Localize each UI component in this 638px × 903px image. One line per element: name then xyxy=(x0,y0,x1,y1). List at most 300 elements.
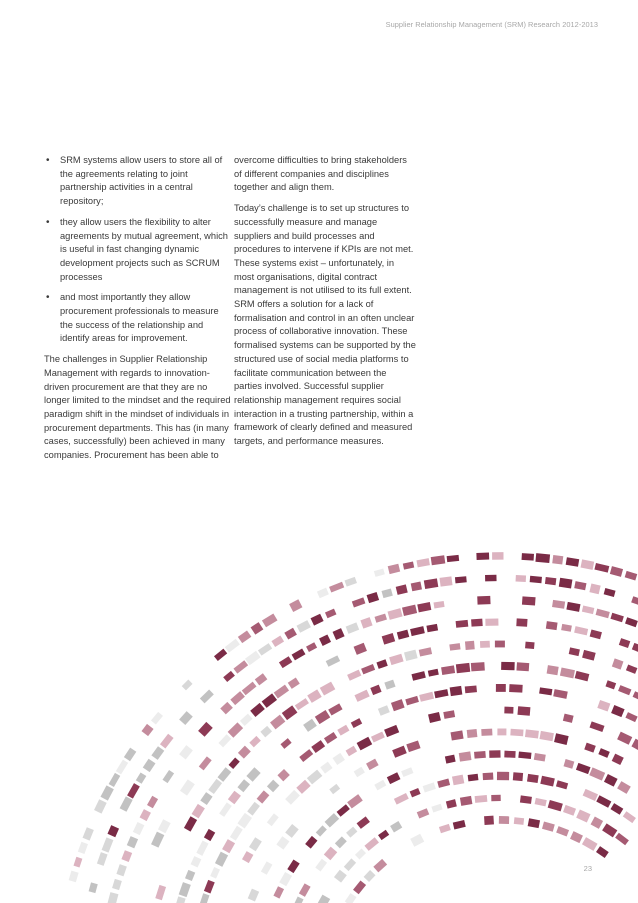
mosaic-tile xyxy=(360,617,372,629)
mosaic-tile xyxy=(576,809,590,822)
mosaic-tile xyxy=(271,636,284,647)
mosaic-tile xyxy=(303,719,317,732)
mosaic-tile xyxy=(229,757,240,769)
mosaic-tile xyxy=(142,724,154,736)
mosaic-tile xyxy=(504,707,513,714)
mosaic-tile xyxy=(285,790,300,805)
mosaic-tile xyxy=(596,609,610,619)
mosaic-tile xyxy=(388,564,400,574)
mosaic-tile xyxy=(417,808,430,818)
mosaic-tile xyxy=(514,817,524,825)
mosaic-tile xyxy=(174,896,185,903)
bullet-icon: • xyxy=(46,155,50,166)
mosaic-tile xyxy=(552,600,565,609)
mosaic-tile xyxy=(354,643,367,655)
list-item xyxy=(44,291,234,346)
mosaic-tile xyxy=(307,770,323,785)
mosaic-tile xyxy=(626,664,637,673)
mosaic-tile xyxy=(136,772,147,783)
mosaic-tile xyxy=(326,655,340,666)
mosaic-tile xyxy=(337,804,350,816)
mosaic-tile xyxy=(439,824,451,833)
mosaic-tile xyxy=(288,677,300,688)
mosaic-tile xyxy=(410,788,421,797)
mosaic-tile xyxy=(570,831,583,843)
mosaic-tile xyxy=(346,622,360,633)
mosaic-tile xyxy=(612,658,624,669)
mosaic-tile xyxy=(582,837,598,851)
mosaic-tile xyxy=(325,609,337,619)
mosaic-tile xyxy=(127,836,138,848)
mosaic-tile xyxy=(615,833,629,846)
mosaic-tile xyxy=(516,575,527,582)
mosaic-tile xyxy=(237,779,250,792)
mosaic-tile xyxy=(242,682,257,696)
mosaic-tile xyxy=(179,711,193,725)
mosaic-tile xyxy=(525,729,539,738)
mosaic-tile xyxy=(424,578,439,589)
mosaic-tile xyxy=(196,841,208,856)
mosaic-tile xyxy=(598,748,609,758)
mosaic-tile xyxy=(525,642,535,649)
mosaic-tile xyxy=(133,822,145,835)
mosaic-tile xyxy=(617,781,631,794)
mosaic-tile xyxy=(329,784,340,794)
mosaic-tile xyxy=(333,628,345,640)
mosaic-tile xyxy=(389,654,403,665)
mosaic-tile xyxy=(397,630,409,640)
mosaic-tile xyxy=(270,715,285,730)
mosaic-tile xyxy=(513,772,523,781)
mosaic-tile xyxy=(480,641,490,648)
mosaic-tile xyxy=(219,802,232,816)
mosaic-tile xyxy=(89,882,98,893)
mosaic-tile xyxy=(120,796,133,811)
mosaic-tile xyxy=(590,721,605,732)
mosaic-tile xyxy=(553,689,568,699)
mosaic-tile xyxy=(109,773,121,787)
mosaic-tile xyxy=(116,760,128,775)
mosaic-tile xyxy=(387,772,401,784)
mosaic-tile xyxy=(112,879,122,890)
mosaic-tile xyxy=(566,602,580,612)
mosaic-tile xyxy=(431,555,446,565)
mosaic-tile xyxy=(116,864,126,876)
mosaic-tile xyxy=(100,785,113,800)
mosaic-tile xyxy=(296,780,310,794)
mosaic-tile xyxy=(403,561,414,569)
mosaic-tile xyxy=(163,770,175,783)
mosaic-tile xyxy=(335,836,347,848)
mosaic-tile xyxy=(459,751,472,761)
mosaic-tile xyxy=(69,871,79,883)
mosaic-tile xyxy=(491,795,501,801)
mosaic-tile xyxy=(504,751,515,758)
mosaic-tile xyxy=(456,620,469,628)
mosaic-tile xyxy=(325,813,340,827)
mosaic-tile xyxy=(94,799,107,813)
mosaic-tile xyxy=(431,804,442,813)
mosaic-tile xyxy=(354,690,369,702)
mosaic-tile xyxy=(292,897,303,903)
mosaic-tile xyxy=(596,795,611,807)
mosaic-tile xyxy=(179,882,191,897)
mosaic-tile xyxy=(240,714,253,726)
mosaic-tile xyxy=(233,660,248,673)
mosaic-tile xyxy=(287,860,299,874)
mosaic-tile xyxy=(496,684,506,692)
mosaic-tile xyxy=(404,650,418,661)
mosaic-tile xyxy=(522,596,536,605)
mosaic-tile xyxy=(426,624,438,632)
mosaic-tile xyxy=(612,754,624,765)
page-number: 23 xyxy=(583,864,592,873)
mosaic-tile xyxy=(151,712,163,725)
mosaic-tile xyxy=(311,614,324,626)
right-column xyxy=(234,154,416,456)
mosaic-tile xyxy=(611,705,625,717)
mosaic-tile xyxy=(285,824,299,838)
mosaic-tile xyxy=(370,685,381,696)
mosaic-tile xyxy=(316,825,327,836)
mosaic-tile xyxy=(143,759,156,772)
mosaic-tile xyxy=(535,553,550,563)
mosaic-tile xyxy=(345,893,357,903)
mosaic-tile xyxy=(394,793,409,805)
mosaic-tile xyxy=(180,779,195,795)
mosaic-tile xyxy=(569,647,580,656)
mosaic-tile xyxy=(471,662,485,671)
mosaic-tile xyxy=(556,780,568,789)
mosaic-tile xyxy=(619,638,630,648)
mosaic-tile xyxy=(299,749,313,762)
mosaic-tile xyxy=(396,584,408,594)
mosaic-tile xyxy=(237,813,252,829)
mosaic-tile xyxy=(382,633,396,645)
mosaic-tile xyxy=(371,732,385,743)
mosaic-tile xyxy=(246,767,260,782)
mosaic-tile xyxy=(185,870,195,881)
mosaic-tile xyxy=(210,867,220,879)
mosaic-tile xyxy=(465,641,475,650)
mosaic-tile xyxy=(347,670,361,681)
mosaic-tile xyxy=(604,588,616,597)
mosaic-tile xyxy=(406,740,420,752)
mosaic-tile xyxy=(376,659,387,669)
bullet-icon: • xyxy=(46,292,50,304)
mosaic-tile xyxy=(357,816,370,829)
mosaic-tile xyxy=(517,706,530,716)
mosaic-tile xyxy=(280,738,291,749)
mosaic-tile xyxy=(276,836,289,849)
mosaic-tile xyxy=(204,829,215,841)
mosaic-tile xyxy=(199,756,212,770)
mosaic-tile xyxy=(78,842,88,854)
mosaic-tile xyxy=(392,746,407,758)
mosaic-tile xyxy=(471,619,483,627)
mosaic-tile xyxy=(518,751,531,759)
mosaic-tile xyxy=(345,577,357,587)
mosaic-tile xyxy=(199,893,210,903)
mosaic-tile xyxy=(238,746,251,759)
mosaic-tile xyxy=(390,821,402,832)
mosaic-tile xyxy=(499,816,509,824)
bullet-list xyxy=(44,154,234,346)
mosaic-tile xyxy=(554,733,569,745)
mosaic-tile xyxy=(455,576,467,583)
running-header: Supplier Relationship Management (SRM) Research 2012-2013 xyxy=(385,20,598,29)
mosaic-tile xyxy=(485,575,497,582)
mosaic-tile xyxy=(267,780,279,793)
mosaic-tile xyxy=(604,774,618,787)
mosaic-tile xyxy=(583,789,598,801)
body-paragraph: overcome difficulties to bring stakeholders of different companies and disciplines together and align them. xyxy=(234,155,407,193)
mosaic-tile xyxy=(353,880,366,894)
mosaic-tile xyxy=(546,621,558,630)
mosaic-tile xyxy=(411,671,425,681)
mosaic-tile xyxy=(230,691,245,705)
mosaic-tile xyxy=(589,583,600,594)
bullet-text: and most importantly they allow procurement professionals to measure the success of the relationship and identify areas for improvement. xyxy=(60,292,219,344)
mosaic-tile xyxy=(373,859,387,872)
mosaic-tile xyxy=(257,790,270,803)
mosaic-tile xyxy=(317,588,329,599)
mosaic-tile xyxy=(534,753,546,762)
mosaic-tile xyxy=(296,620,310,633)
mosaic-tile xyxy=(354,767,365,777)
mosaic-tile xyxy=(217,767,231,782)
mosaic-tile xyxy=(530,576,542,583)
mosaic-tile xyxy=(361,664,375,674)
mosaic-tile xyxy=(381,588,392,598)
mosaic-tile xyxy=(346,827,357,838)
mosaic-tile xyxy=(451,730,464,740)
mosaic-tile xyxy=(357,737,373,751)
mosaic-tile xyxy=(378,705,390,716)
mosaic-tile xyxy=(527,774,539,783)
mosaic-tile xyxy=(337,725,349,736)
mosaic-tile xyxy=(584,743,596,753)
mosaic-tile xyxy=(352,597,366,607)
mosaic-tile xyxy=(158,819,171,833)
mosaic-tile xyxy=(559,578,573,589)
mosaic-tile xyxy=(83,827,94,840)
mosaic-tile xyxy=(597,700,610,712)
mosaic-tile xyxy=(333,753,345,765)
mosaic-tile xyxy=(566,557,580,567)
mosaic-tile xyxy=(623,811,636,823)
mosaic-tile xyxy=(497,728,506,735)
mosaic-tile xyxy=(453,820,466,829)
mosaic-tile xyxy=(374,569,385,577)
mosaic-tile xyxy=(214,649,227,661)
mosaic-tile xyxy=(465,685,477,693)
mosaic-tile xyxy=(155,885,166,900)
mosaic-tile xyxy=(184,816,197,831)
mosaic-tile xyxy=(552,555,563,565)
mosaic-tile xyxy=(618,685,631,695)
mosaic-tile xyxy=(364,870,376,882)
mosaic-tile xyxy=(319,634,331,646)
mosaic-tile xyxy=(102,837,114,852)
mosaic-tile xyxy=(140,809,151,821)
mosaic-tile xyxy=(121,850,132,862)
mosaic-tile xyxy=(251,622,264,635)
bullet-icon: • xyxy=(46,216,50,228)
mosaic-tile xyxy=(441,665,455,675)
mosaic-tile xyxy=(631,739,638,752)
mosaic-tile xyxy=(328,703,342,715)
mosaic-tile xyxy=(539,687,552,695)
mosaic-tile xyxy=(467,729,478,738)
mosaic-tile xyxy=(295,698,309,710)
mosaic-tile xyxy=(384,680,395,690)
mosaic-tile xyxy=(191,856,202,867)
mosaic-tile xyxy=(563,805,576,816)
mosaic-tile xyxy=(625,571,638,581)
mosaic-tile xyxy=(632,643,638,654)
left-column xyxy=(44,154,234,470)
mosaic-tile xyxy=(610,613,623,622)
mosaic-tile xyxy=(535,798,547,807)
mosaic-tile xyxy=(292,648,306,660)
mosaic-tile xyxy=(262,614,278,628)
mosaic-tile xyxy=(561,624,572,632)
mosaic-tile xyxy=(346,746,358,757)
mosaic-tile xyxy=(367,592,380,603)
mosaic-tile xyxy=(305,836,317,849)
mosaic-tile xyxy=(410,626,425,636)
mosaic-tile xyxy=(497,772,509,781)
mosaic-tile xyxy=(320,682,336,696)
mosaic-tile xyxy=(329,582,344,593)
mosaic-tile xyxy=(437,779,450,788)
mosaic-tile xyxy=(556,826,569,836)
mosaic-tile xyxy=(516,662,529,671)
mosaic-tile xyxy=(364,837,379,851)
mosaic-tile xyxy=(260,726,272,737)
list-item xyxy=(44,216,234,285)
mosaic-tile xyxy=(540,776,555,787)
mosaic-tile xyxy=(443,710,455,719)
mosaic-tile xyxy=(510,729,523,736)
mosaic-tile xyxy=(528,818,540,828)
mosaic-tile xyxy=(610,803,623,815)
mosaic-tile xyxy=(277,769,289,781)
mosaic-tile xyxy=(405,696,419,705)
mosaic-tile xyxy=(545,577,556,585)
mosaic-tile xyxy=(147,796,158,809)
mosaic-tile xyxy=(388,608,403,620)
mosaic-tile xyxy=(460,796,473,806)
mosaic-tile xyxy=(428,669,439,677)
mosaic-tile xyxy=(230,826,243,841)
mosaic-tile xyxy=(417,602,431,612)
mosaic-tile xyxy=(450,686,463,696)
mosaic-tile xyxy=(355,848,366,859)
mosaic-tile xyxy=(610,566,623,577)
mosaic-tile xyxy=(564,759,575,769)
mosaic-tile xyxy=(124,748,136,762)
mosaic-tile xyxy=(501,662,515,670)
mosaic-tile xyxy=(179,745,193,759)
mosaic-tile xyxy=(351,718,362,728)
mosaic-tile xyxy=(560,668,575,679)
mosaic-tile xyxy=(347,794,363,808)
mosaic-tile xyxy=(151,746,164,760)
mosaic-tile xyxy=(220,702,233,715)
mosaic-tile xyxy=(218,734,231,747)
mosaic-tile xyxy=(456,663,470,673)
mosaic-tile xyxy=(315,859,327,872)
mosaic-tile xyxy=(391,699,405,711)
mosaic-tile xyxy=(267,813,279,826)
mosaic-tile xyxy=(428,712,441,723)
mosaic-tile xyxy=(509,684,523,692)
mosaic-tile xyxy=(468,774,479,782)
mosaic-tile xyxy=(247,802,260,816)
mosaic-tile xyxy=(439,576,452,586)
mosaic-tile xyxy=(261,861,273,874)
mosaic-tile xyxy=(410,834,424,847)
mosaic-tile xyxy=(633,691,638,701)
mosaic-tile xyxy=(477,596,490,605)
mosaic-tile xyxy=(151,832,164,848)
body-paragraph: Today’s challenge is to set up structures to successfully measure and manage suppliers and build processes and procedures to intervene if KPIs are not met. These systems exist – unfortunately, in most organisations, digital contract management is not utilised to its full extent. SRM offers a solution for a lack of formalisation and control in an often unclear process of collaborative innovation. These formalised systems can be supported by the structured use of social media platforms to facilitate communication between the parties involved. Successful supplier relationship management requires social interaction in a trusting partnership, within a framework of clearly defined and measured targets, and performance measures. xyxy=(234,203,416,447)
mosaic-tile xyxy=(447,555,460,562)
mosaic-tile xyxy=(273,886,284,898)
mosaic-tile xyxy=(248,889,259,902)
mosaic-tile xyxy=(282,705,298,720)
mosaic-tile xyxy=(366,759,379,770)
mosaic-tile xyxy=(249,837,262,851)
mosaic-tile xyxy=(484,816,494,825)
mosaic-tile xyxy=(200,792,212,805)
mosaic-tile xyxy=(317,895,330,903)
mosaic-tile xyxy=(419,692,434,702)
mosaic-tile xyxy=(384,725,399,737)
mosaic-tile xyxy=(631,596,638,606)
mosaic-tile xyxy=(262,693,277,707)
mosaic-tile xyxy=(489,750,500,758)
mosaic-tile xyxy=(596,846,609,858)
mosaic-tile xyxy=(204,880,215,894)
mosaic-tile xyxy=(590,629,602,639)
mosaic-tile xyxy=(483,773,494,781)
mosaic-tile xyxy=(445,755,456,764)
mosaic-tile xyxy=(307,689,322,703)
mosaic-tile xyxy=(279,872,292,886)
mosaic-tile xyxy=(582,650,596,661)
mosaic-tile xyxy=(411,582,422,592)
body-paragraph: The challenges in Supplier Relationship Management with regards to innovation-driven procurement are that they are no longer limited to the mindset and the required paradigm shift in the mindset of individuals in procurement departments. This has (in many cases, successfully) been achieved in many companies. Procurement has been able to xyxy=(44,354,231,461)
mosaic-tile xyxy=(375,614,387,623)
mosaic-tile xyxy=(475,795,488,803)
mosaic-tile xyxy=(73,857,82,868)
mosaic-tile xyxy=(242,851,253,863)
mosaic-tile xyxy=(306,642,317,652)
mosaic-tile xyxy=(423,782,436,792)
mosaic-tile xyxy=(320,762,332,774)
mosaic-tile xyxy=(228,791,241,805)
mosaic-tile xyxy=(324,847,337,861)
mosaic-tile xyxy=(575,671,590,682)
mosaic-tile xyxy=(521,553,534,561)
mosaic-tile xyxy=(274,685,289,699)
mosaic-tile xyxy=(542,822,555,832)
mosaic-tile xyxy=(97,852,108,866)
mosaic-tile xyxy=(516,618,527,626)
